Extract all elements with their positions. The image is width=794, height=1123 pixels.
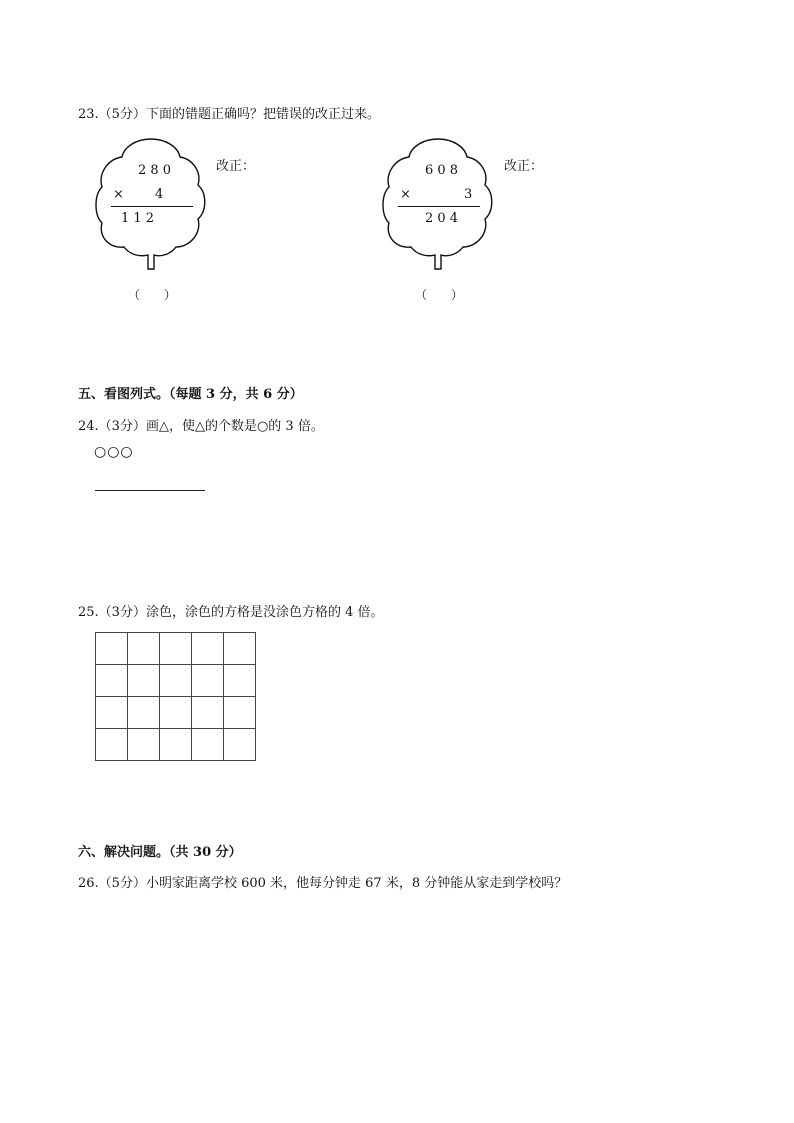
problem1-result: 1 1 2 [121,211,155,226]
problem1-result-line [111,206,193,207]
grid-cell[interactable] [160,729,192,761]
grid-cell[interactable] [192,729,224,761]
q24-title: 24.（3分）画△，使△的个数是○的 3 倍。 [78,419,324,434]
grid-cell[interactable] [224,729,256,761]
q24-answer-line[interactable] [95,490,205,491]
grid-cell[interactable] [192,665,224,697]
grid-cell[interactable] [224,697,256,729]
grid-cell[interactable] [192,633,224,665]
q23-title: 23.（5分）下面的错题正确吗？把错误的改正过来。 [78,107,380,122]
grid-cell[interactable] [224,633,256,665]
section6-heading: 六、解决问题。（共 30 分） [78,845,242,860]
problem2-answer-paren[interactable]: （ ） [415,288,464,302]
problem1-correction-label: 改正： [216,159,256,174]
grid-cell[interactable] [160,633,192,665]
coloring-grid [95,632,256,761]
grid-cell[interactable] [160,665,192,697]
q26-title: 26.（5分）小明家距离学校 600 米，他每分钟走 67 米，8 分钟能从家走到学校吗？ [78,876,568,891]
problem2-result: 2 0 4 [425,211,459,226]
q25-title: 25.（3分）涂色，涂色的方格是没涂色方格的 4 倍。 [78,605,384,620]
grid-cell[interactable] [128,729,160,761]
q24-circles: ○○○ [94,444,134,460]
grid-cell[interactable] [128,665,160,697]
problem2-result-line [398,206,480,207]
grid-cell[interactable] [192,697,224,729]
grid-cell[interactable] [96,665,128,697]
grid-cell[interactable] [96,697,128,729]
tree-outline-icon [94,137,208,271]
problem2-multiply-sign: × [400,187,411,202]
grid-cell[interactable] [128,697,160,729]
grid-cell[interactable] [160,697,192,729]
problem2-multiplier: 3 [464,187,473,202]
problem1-top-number: 2 8 0 [138,163,172,178]
grid-cell[interactable] [128,633,160,665]
grid-cell[interactable] [96,729,128,761]
grid-cell[interactable] [96,633,128,665]
grid-cell[interactable] [224,665,256,697]
section5-heading: 五、看图列式。（每题 3 分，共 6 分） [78,387,303,402]
tree-outline-icon [381,137,495,271]
problem1-multiply-sign: × [113,187,124,202]
problem1-answer-paren[interactable]: （ ） [128,288,177,302]
problem2-correction-label: 改正： [504,159,544,174]
problem2-top-number: 6 0 8 [425,163,459,178]
problem1-multiplier: 4 [155,187,164,202]
